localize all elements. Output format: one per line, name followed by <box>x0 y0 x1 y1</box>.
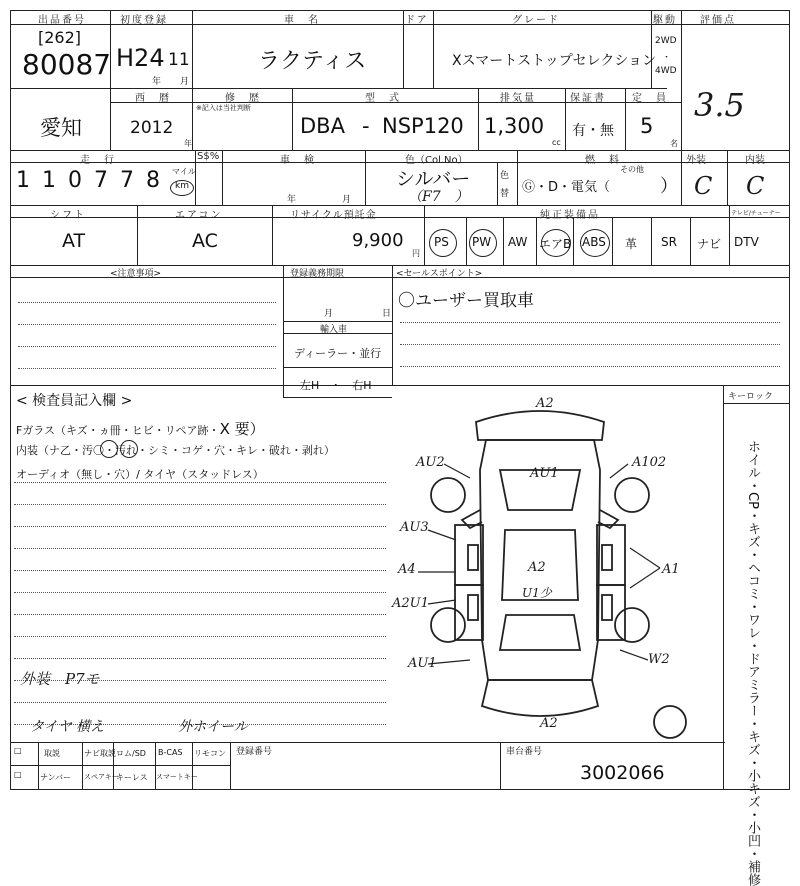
row3-bottom-line <box>10 205 790 206</box>
handwritten-exterior-note: 外装 P7モ <box>20 670 100 688</box>
divider <box>651 10 652 88</box>
first-reg-month-unit: 月 <box>180 77 190 87</box>
damage-mark-left-door: A4 <box>398 562 416 577</box>
divider <box>230 742 231 789</box>
notes-bottom-line <box>10 385 790 386</box>
reg-number-label: 登録番号 <box>236 747 273 757</box>
divider <box>565 88 566 150</box>
footer-cell-plate: □ <box>14 770 22 779</box>
wheel-front-right <box>615 478 649 512</box>
fuel-value: Ⓖ・D・電気（ <box>522 180 611 195</box>
color-change-1: 色 <box>500 171 510 181</box>
inspector-line <box>14 504 386 505</box>
chassis-label: 車台番号 <box>506 747 543 757</box>
divider <box>82 742 83 789</box>
rear-window-outline <box>500 615 580 650</box>
handwritten-wheel-note: 外ホイール <box>178 719 248 735</box>
registration-label: 登録義務期限 <box>290 269 345 279</box>
divider <box>727 150 728 205</box>
divider <box>195 150 196 205</box>
footer-rom-sd: ロム/SD <box>116 749 146 758</box>
keylock-label: キーロック <box>728 392 773 402</box>
mileage-digit: 7 <box>94 168 120 193</box>
inspector-interior-line: 内装（ナ乙・汚〇・汚れ・シミ・コゲ・穴・キレ・破れ・剥れ） <box>16 444 335 457</box>
model-dash: - <box>362 114 370 138</box>
lot-number: 80087 <box>22 48 112 81</box>
mile-unit: マイル <box>172 167 196 176</box>
wheel-rear-left <box>431 608 465 642</box>
header-band <box>10 162 790 163</box>
inspection-month-unit: 月 <box>342 195 352 205</box>
divider <box>365 150 366 205</box>
mileage-digit: 1 <box>16 168 42 193</box>
cc-unit: cc <box>552 138 561 147</box>
inspection-year-unit: 年 <box>287 195 297 205</box>
spare-tire <box>654 706 686 738</box>
first-reg-year-unit: 年 <box>152 77 162 87</box>
divider <box>137 205 138 265</box>
divider <box>403 10 404 88</box>
damage-legend: ホイル・CP・キズ・ヘコミ・ワレ・ドアミラー・キズ・小キズ・小凹・補修 <box>745 440 760 886</box>
divider <box>612 217 613 265</box>
divider <box>497 162 498 205</box>
footer-spare-key: スペアキー <box>84 773 119 781</box>
exterior-grade: C <box>694 172 713 200</box>
left-front-door <box>455 525 483 585</box>
left-mirror-outline <box>462 510 482 528</box>
divider <box>651 217 652 265</box>
fuel-other: その他 <box>620 165 644 174</box>
registration-day-unit: 日 <box>382 309 392 319</box>
model-label: 型 式 <box>365 93 401 104</box>
right-window <box>602 545 612 570</box>
damage-mark-front-right: A102 <box>632 455 667 470</box>
divider <box>192 10 193 88</box>
footer-navi-manual: ナビ取説 <box>84 749 116 758</box>
model-prefix: DBA <box>300 114 345 138</box>
inspector-heading: < 検査員記入欄 > <box>16 393 133 409</box>
divider <box>536 217 537 265</box>
footer-top-line <box>10 742 725 743</box>
divider <box>500 742 501 789</box>
drive-4wd: 4WD <box>655 66 677 76</box>
divider <box>573 217 574 265</box>
inspector-line <box>14 592 386 593</box>
equip-dtv: DTV <box>734 235 759 249</box>
footer-bcas: B-CAS <box>158 748 183 757</box>
inspector-line <box>14 548 386 549</box>
divider <box>283 265 284 397</box>
mileage-digit: 0 <box>68 168 94 193</box>
capacity-unit: 名 <box>670 139 678 148</box>
import-label: 輸入車 <box>320 325 348 335</box>
fuel-label: 燃 料 <box>585 155 621 166</box>
right-rear-door <box>597 585 625 640</box>
first-reg-era-year: H24 <box>116 44 165 72</box>
right-mirror-outline <box>598 510 618 528</box>
capacity-label: 定 員 <box>632 93 668 104</box>
steering-side: 左H ・ 右H <box>300 379 372 392</box>
sales-point-label: <セールスポイント> <box>396 269 483 279</box>
divider <box>222 150 223 205</box>
repair-note: ※記入は当社判断 <box>196 104 251 112</box>
shift-label: シフト <box>50 210 86 221</box>
divider <box>392 265 393 385</box>
row1-bottom-line <box>10 88 667 89</box>
fuel-close: ） <box>660 176 678 197</box>
damage-mark-right-rear: W2 <box>648 652 670 667</box>
equipment-label: 純正装備品 <box>540 210 600 221</box>
damage-mark-rear: A2 <box>540 716 558 731</box>
recycle-amount: 9,900 <box>352 230 404 251</box>
header-band <box>10 217 790 218</box>
year-unit: 年 <box>184 139 192 148</box>
year-value: 2012 <box>130 118 174 138</box>
import-value: ディーラー・並行 <box>294 347 382 360</box>
inspector-line <box>14 636 386 637</box>
left-window-rear <box>468 595 478 620</box>
wheel-front-left <box>431 478 465 512</box>
notice-label: <注意事項> <box>110 269 162 279</box>
right-front-door <box>597 525 625 585</box>
note-line <box>18 324 276 325</box>
inspector-line <box>14 614 386 615</box>
inspection-label: 車 検 <box>280 155 316 166</box>
divider <box>110 88 111 150</box>
left-border <box>10 10 11 789</box>
damage-mark-left-rear-door: A2U1 <box>392 596 429 611</box>
row2-bottom-line <box>10 150 790 151</box>
right-window-rear <box>602 595 612 620</box>
footer-smart-key: スマートキー <box>156 773 198 781</box>
equip-airbag: エアB <box>539 237 572 251</box>
note-line <box>400 366 780 367</box>
sdollar-label: S$% <box>197 151 220 162</box>
equip-aw: AW <box>508 235 528 249</box>
divider <box>517 150 518 205</box>
divider <box>424 205 425 265</box>
divider <box>681 150 682 205</box>
exterior-label: 外装 <box>686 155 706 166</box>
first-reg-month: 11 <box>168 50 190 70</box>
right-border <box>789 10 790 789</box>
capacity-value: 5 <box>640 114 654 138</box>
glass-mark: X 要） <box>219 420 265 438</box>
divider <box>723 403 789 404</box>
tv-label: テレビ/チューナー <box>731 210 781 217</box>
equip-abs: ABS <box>582 235 606 249</box>
divider <box>283 367 392 368</box>
warranty-label: 保証書 <box>570 93 606 104</box>
footer-remote: リモコン <box>194 749 226 758</box>
damage-mark-left-rear: AU1 <box>408 656 437 671</box>
chassis-number: 3002066 <box>580 762 665 784</box>
door-label: ドア <box>405 15 429 26</box>
score-value: 3.5 <box>694 86 745 124</box>
divider <box>283 397 392 398</box>
rear-bumper-outline <box>482 680 598 716</box>
divider <box>192 88 193 150</box>
inspector-audio-line: オーディオ（無し・穴）/ タイヤ（スタッドレス） <box>16 468 264 481</box>
km-unit: km <box>175 181 189 191</box>
equip-navi: ナビ <box>697 237 722 251</box>
interior-grade: C <box>746 172 765 200</box>
divider <box>729 205 730 265</box>
interior-check-mark <box>100 440 118 458</box>
yen-unit: 円 <box>412 249 420 258</box>
left-rear-door <box>455 585 483 640</box>
lot-code: [262] <box>38 28 82 47</box>
displacement: 1,300 <box>484 114 545 138</box>
mileage-digits <box>16 168 172 193</box>
divider <box>723 385 724 789</box>
inspector-line <box>14 526 386 527</box>
sales-point: 〇ユーザー買取車 <box>398 291 534 311</box>
first-reg-label: 初度登録 <box>120 15 168 26</box>
inspector-line <box>14 482 386 483</box>
bottom-border <box>10 789 790 790</box>
color-change-2: 替 <box>500 189 510 199</box>
score-label: 評価点 <box>700 15 736 26</box>
grade-label: グレード <box>512 15 560 26</box>
recycle-label: リサイクル預託金 <box>290 210 377 221</box>
equip-pw: PW <box>472 235 492 249</box>
divider <box>292 88 293 150</box>
lot-label: 出品番号 <box>38 15 86 26</box>
inspector-line <box>14 570 386 571</box>
interior-label: 内装 <box>745 155 765 166</box>
drive-2wd: 2WD <box>655 36 677 46</box>
handwritten-tire-note: タイヤ 横え <box>30 719 105 735</box>
note-line <box>400 344 780 345</box>
divider <box>478 88 479 150</box>
divider <box>503 217 504 265</box>
color-value: シルバー <box>396 168 471 190</box>
damage-mark-hood: AU1 <box>530 466 559 481</box>
inspector-line <box>14 702 386 703</box>
divider <box>272 205 273 265</box>
front-bumper-outline <box>476 411 604 440</box>
repair-label: 修 歴 <box>225 93 261 104</box>
drive-label: 駆動 <box>653 15 677 26</box>
car-name: ラクティス <box>258 49 367 74</box>
equip-sunroof: SR <box>661 235 677 249</box>
damage-mark-front-left: AU2 <box>416 455 445 470</box>
ac-label: エアコン <box>175 210 223 221</box>
grade: Xスマートストップセレクション <box>452 53 657 69</box>
mileage-digit: 1 <box>42 168 68 193</box>
damage-mark-front: A2 <box>536 396 554 411</box>
damage-mark-roof-small: U1少 <box>522 586 552 600</box>
damage-mark-right-doors: A1 <box>662 562 680 577</box>
divider <box>466 217 467 265</box>
drive-dot: ・ <box>662 53 672 63</box>
left-window <box>468 545 478 570</box>
equip-ps: PS <box>434 235 449 249</box>
note-line <box>400 322 780 323</box>
year-label: 西 暦 <box>135 93 171 104</box>
divider <box>681 10 682 150</box>
footer-cell-manual: □ <box>14 746 22 755</box>
divider <box>38 742 39 789</box>
interior-check-mark <box>120 440 138 458</box>
footer-manual: 取説 <box>44 749 60 758</box>
registration-month-unit: 月 <box>324 309 334 319</box>
displacement-label: 排気量 <box>500 93 536 104</box>
mileage-label: 走 行 <box>80 155 116 166</box>
model-code: NSP120 <box>382 114 464 138</box>
footer-keyless: キーレス <box>116 773 148 782</box>
color-label: 色（Col.No） <box>405 155 468 166</box>
damage-mark-left-fender: AU3 <box>400 520 429 535</box>
footer-number-plate: ナンバー <box>40 773 72 782</box>
color-number: （F7 ） <box>408 189 469 205</box>
divider <box>690 217 691 265</box>
inspector-line <box>14 658 386 659</box>
damage-mark-roof: A2 <box>528 560 546 575</box>
equip-leather: 革 <box>625 237 638 251</box>
note-line <box>18 368 276 369</box>
mileage-digit: 8 <box>146 168 172 193</box>
car-name-label: 車 名 <box>284 15 320 26</box>
region: 愛知 <box>40 116 82 140</box>
shift-value: AT <box>62 230 86 252</box>
ac-value: AC <box>192 230 218 252</box>
inspector-glass-line <box>16 418 265 439</box>
wheel-rear-right <box>615 608 649 642</box>
divider <box>625 88 626 150</box>
note-line <box>18 302 276 303</box>
mileage-digit: 7 <box>120 168 146 193</box>
divider <box>433 10 434 88</box>
glass-options: Fガラス（キズ・ヵ冊・ヒビ・リペア跡・ <box>16 424 220 437</box>
warranty-value: 有・無 <box>572 123 614 139</box>
note-line <box>18 346 276 347</box>
divider <box>10 765 230 766</box>
